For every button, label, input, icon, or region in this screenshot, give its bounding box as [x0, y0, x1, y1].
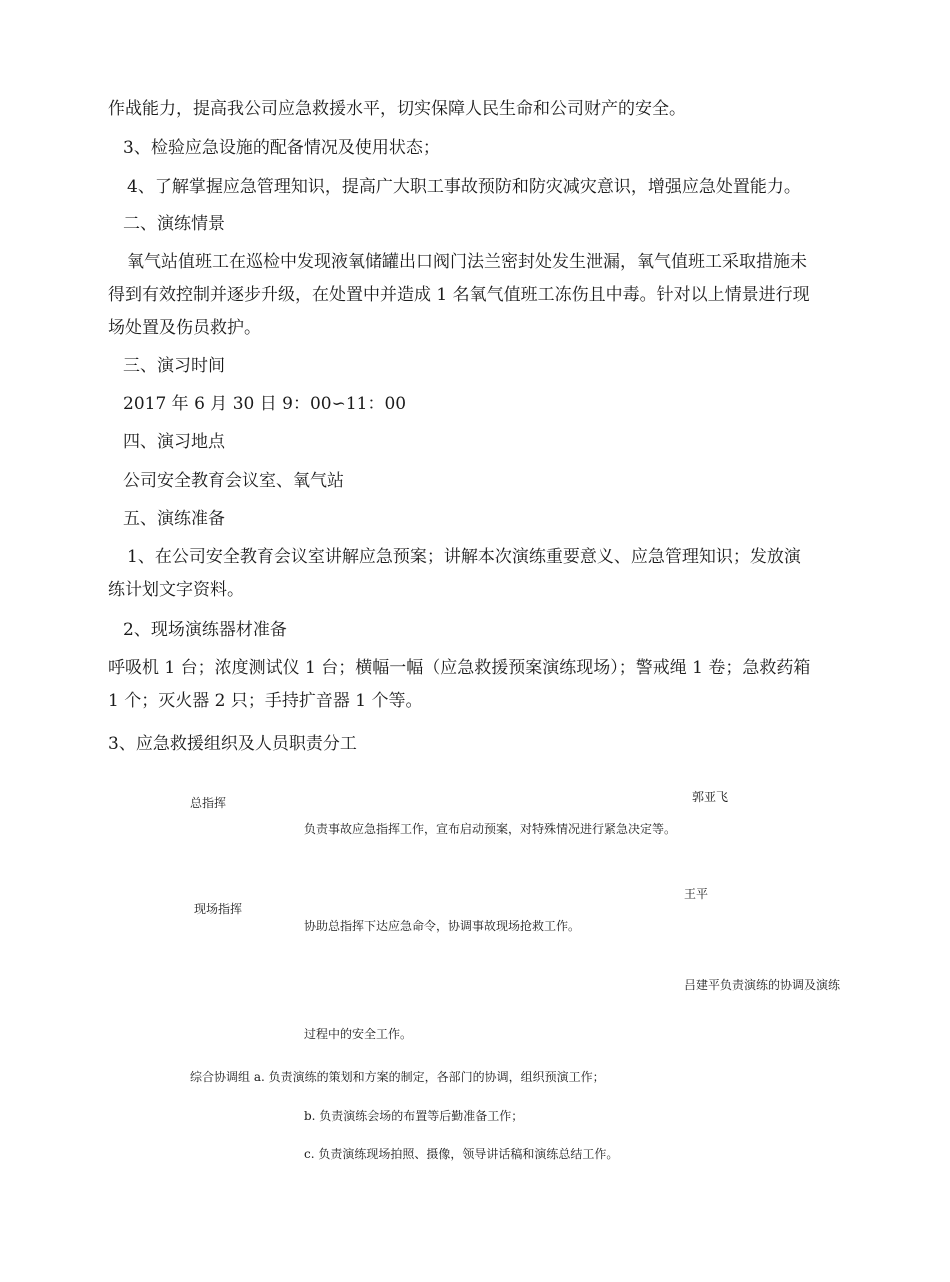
paragraph-prep1-line1: 1、在公司安全教育会议室讲解应急预案；讲解本次演练重要意义、应急管理知识；发放演 [127, 547, 801, 567]
paragraph-scenario-line3: 场处置及伤员救护。 [108, 318, 261, 338]
role-field-name: 王平 [684, 887, 709, 901]
role-commander-title: 总指挥 [190, 796, 227, 810]
equipment-line2: 1 个；灭火器 2 只；手持扩音器 1 个等。 [108, 691, 423, 711]
role-field-title: 现场指挥 [194, 902, 243, 916]
paragraph-prep3: 3、应急救援组织及人员职责分工 [108, 734, 357, 754]
drill-time: 2017 年 6 月 30 日 9：00∽11：00 [123, 394, 407, 414]
group-coordination-a: 综合协调组 a. 负责演练的策划和方案的制定，各部门的协调，组织预演工作； [190, 1070, 605, 1084]
equipment-line1: 呼吸机 1 台；浓度测试仪 1 台；横幅一幅（应急救援预案演练现场）；警戒绳 1 卷；急救药箱 [108, 658, 811, 678]
paragraph-scenario-line2: 得到有效控制并逐步升级，在处置中并造成 1 名氧气值班工冻伤且中毒。针对以上情景进行现 [108, 285, 810, 305]
heading-preparation: 五、演练准备 [123, 509, 225, 529]
paragraph-prep2: 2、现场演练器材准备 [123, 620, 287, 640]
role-field-duty: 协助总指挥下达应急命令，协调事故现场抢救工作。 [304, 919, 581, 933]
group-coordination-b: b. 负责演练会场的布置等后勤准备工作； [304, 1109, 524, 1123]
paragraph-purpose-end: 作战能力，提高我公司应急救援水平，切实保障人民生命和公司财产的安全。 [108, 99, 686, 119]
heading-scenario: 二、演练情景 [123, 214, 225, 234]
paragraph-scenario-line1: 氧气站值班工在巡检中发现液氧储罐出口阀门法兰密封处发生泄漏，氧气值班工采取措施未 [127, 252, 807, 272]
role-commander-name: 郭亚飞 [692, 790, 729, 804]
role-coordination-line2: 过程中的安全工作。 [304, 1027, 413, 1041]
heading-time: 三、演习时间 [123, 356, 225, 376]
paragraph-purpose-4: 4、了解掌握应急管理知识，提高广大职工事故预防和防灾减灾意识，增强应急处置能力。 [127, 177, 801, 197]
role-coordination-line1: 吕建平负责演练的协调及演练 [684, 978, 841, 992]
paragraph-purpose-3: 3、检验应急设施的配备情况及使用状态； [123, 138, 440, 158]
paragraph-prep1-line2: 练计划文字资料。 [108, 580, 244, 600]
drill-place: 公司安全教育会议室、氧气站 [123, 471, 344, 491]
heading-place: 四、演习地点 [123, 432, 225, 452]
group-coordination-c: c. 负责演练现场拍照、摄像，领导讲话稿和演练总结工作。 [304, 1147, 619, 1161]
role-commander-duty: 负责事故应急指挥工作，宣布启动预案，对特殊情况进行紧急决定等。 [304, 822, 677, 836]
